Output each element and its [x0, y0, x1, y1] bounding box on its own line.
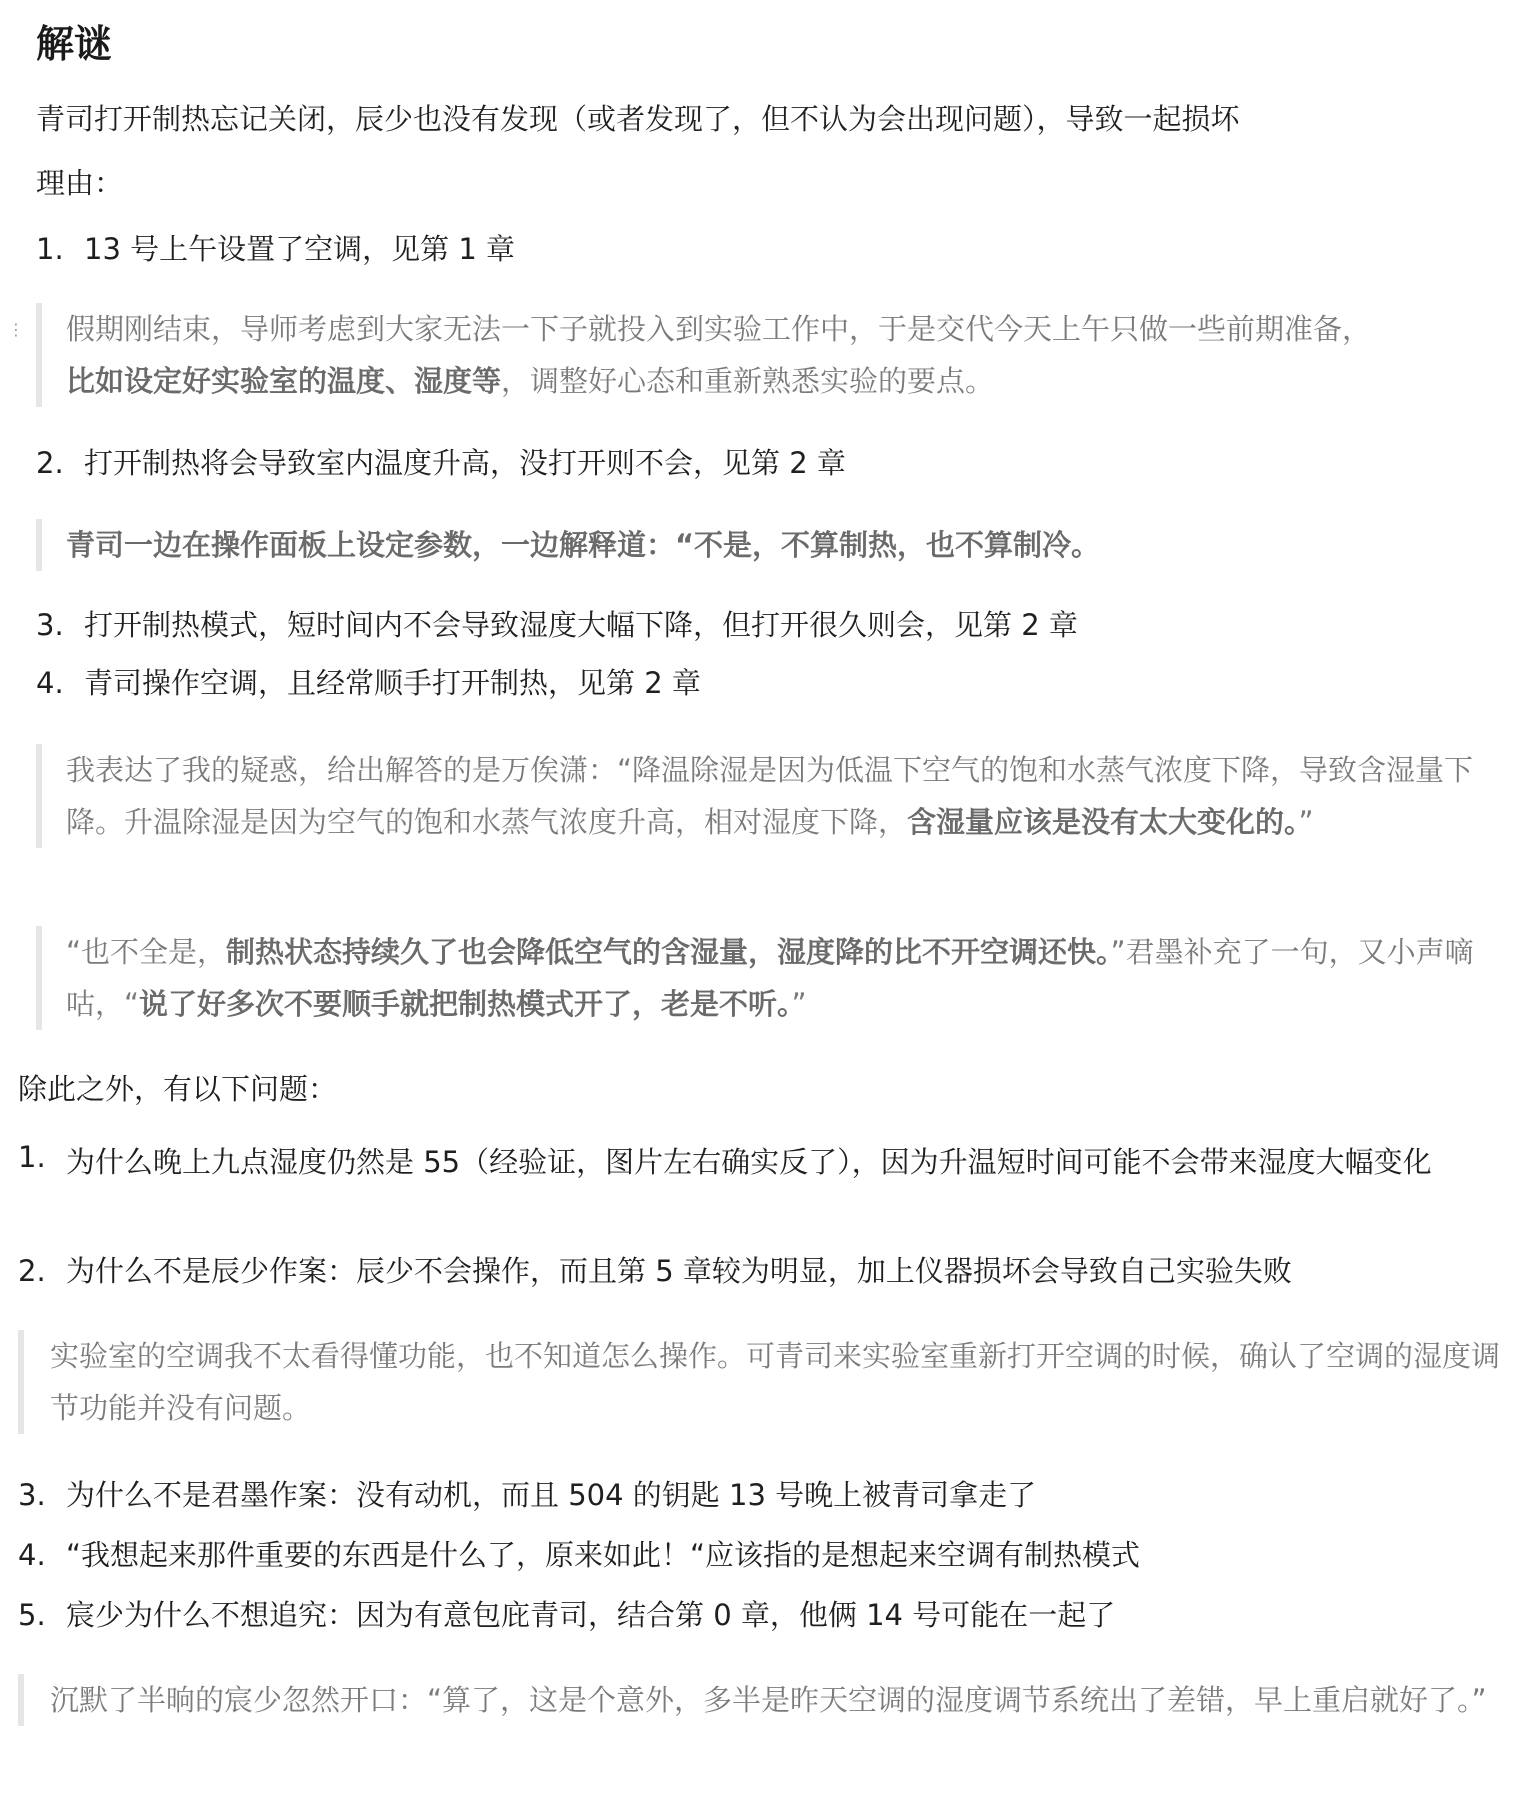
quote-bold-text: 制热状态持续久了也会降低空气的含湿量，湿度降的比不开空调还快。	[226, 935, 1111, 969]
reasons-label: 理由：	[36, 166, 124, 200]
list-number: 4.	[18, 1538, 46, 1572]
conclusion-text: 青司打开制热忘记关闭，辰少也没有发现（或者发现了，但不认为会出现问题），导致一起损坏	[36, 102, 1240, 136]
blockquote	[36, 303, 1482, 407]
quote-text: ”君墨补充了一句，又小声嘀咕，“	[66, 935, 1474, 1021]
quote-bold-text: 比如设定好实验室的温度、湿度等	[66, 364, 502, 398]
list-text: 13 号上午设置了空调，见第 1 章	[84, 232, 516, 266]
list-number: 2.	[36, 446, 64, 480]
list-number: 3.	[36, 608, 64, 642]
blockquote	[36, 744, 1482, 848]
blockquote	[36, 926, 1482, 1030]
quote-text: 假期刚结束，导师考虑到大家无法一下子就投入到实验工作中，于是交代今天上午只做一些前期准备，	[66, 312, 1372, 346]
blockquote	[36, 519, 1482, 571]
list-number: 5.	[18, 1598, 46, 1632]
list-text: 为什么不是辰少作案：辰少不会操作，而且第 5 章较为明显，加上仪器损坏会导致自己实验失败	[66, 1254, 1292, 1288]
list-text: 为什么晚上九点湿度仍然是 55（经验证，图片左右确实反了），因为升温短时间可能不会带来湿度大幅变化	[66, 1145, 1432, 1179]
blockquote	[18, 1674, 1524, 1726]
quote-bold-text: 青司一边在操作面板上设定参数，一边解释道：“不是，不算制热，也不算制冷。	[66, 528, 1101, 562]
list-number: 1.	[36, 232, 64, 266]
quote-text: ，调整好心态和重新熟悉实验的要点。	[501, 364, 995, 398]
list-number: 4.	[36, 666, 64, 700]
quote-text: ”	[1298, 805, 1314, 839]
page-title: 解谜	[36, 22, 113, 66]
quote-text: 我表达了我的疑惑，给出解答的是万俟潇：“降温除湿是因为低温下空气的饱和水蒸气浓度下降，导致含湿量下降。升温除湿是因为空气的饱和水蒸气浓度升高，相对湿度下降，	[66, 753, 1474, 839]
quote-bold-text: 说了好多次不要顺手就把制热模式开了，老是不听。	[139, 987, 792, 1021]
other-issues-label: 除此之外，有以下问题：	[18, 1072, 338, 1106]
list-text: 青司操作空调，且经常顺手打开制热，见第 2 章	[84, 666, 701, 700]
blockquote	[18, 1330, 1524, 1434]
list-text: “我想起来那件重要的东西是什么了，原来如此！“应该指的是想起来空调有制热模式	[66, 1538, 1141, 1572]
quote-bold-text: 含湿量应该是没有太大变化的。	[907, 805, 1299, 839]
quote-text: “也不全是，	[66, 935, 227, 969]
quote-text: ”	[791, 987, 807, 1021]
list-number: 3.	[18, 1478, 46, 1512]
list-text: 打开制热模式，短时间内不会导致湿度大幅下降，但打开很久则会，见第 2 章	[84, 608, 1078, 642]
quote-text: 沉默了半晌的宸少忽然开口：“算了，这是个意外，多半是昨天空调的湿度调节系统出了差错，早上重启就好了。”	[50, 1683, 1487, 1717]
list-text: 为什么不是君墨作案：没有动机，而且 504 的钥匙 13 号晚上被青司拿走了	[66, 1478, 1037, 1512]
drag-handle-icon[interactable]: ⋮	[8, 320, 22, 339]
list-text: 宸少为什么不想追究：因为有意包庇青司，结合第 0 章，他俩 14 号可能在一起了	[66, 1598, 1116, 1632]
list-number: 2.	[18, 1254, 46, 1288]
list-text: 打开制热将会导致室内温度升高，没打开则不会，见第 2 章	[84, 446, 846, 480]
list-number: 1.	[18, 1140, 46, 1174]
quote-text: 实验室的空调我不太看得懂功能，也不知道怎么操作。可青司来实验室重新打开空调的时候，确认了空调的湿度调节功能并没有问题。	[50, 1339, 1501, 1425]
